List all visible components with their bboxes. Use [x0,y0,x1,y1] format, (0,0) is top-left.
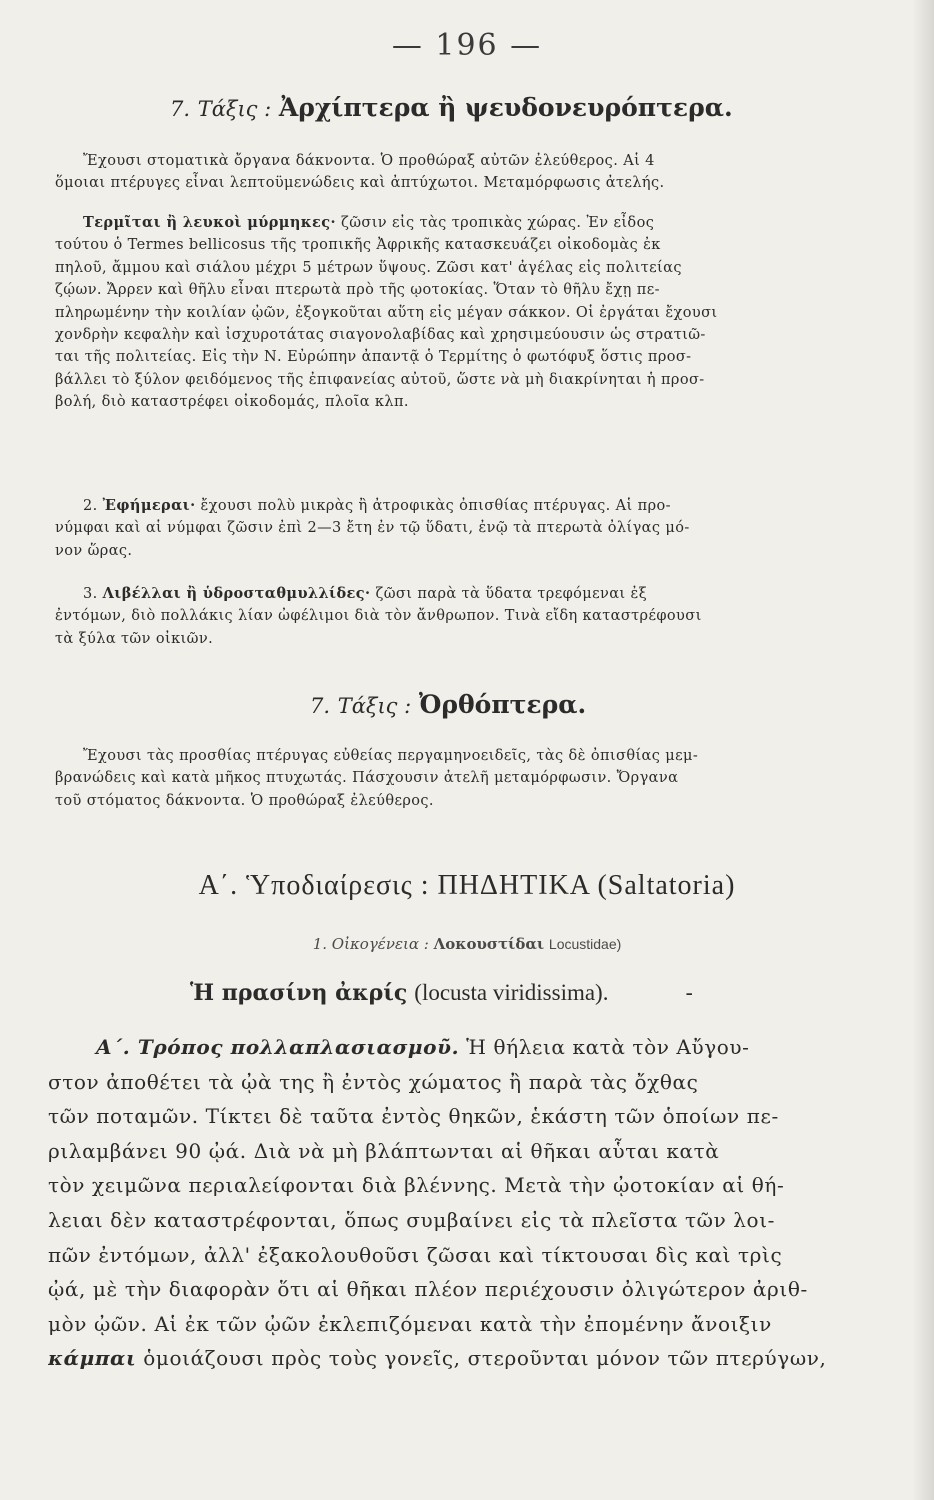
text-line: νον ὥρας. [55,542,133,559]
text-line: πῶν ἐντόμων, ἀλλ' ἐξακολουθοῦσι ζῶσαι καὶ τίκτουσαι δὶς καὶ τρὶς [48,1242,783,1267]
family-heading [0,935,934,953]
margin-mark: - [685,981,693,1006]
paragraph-archiptera-intro [55,150,905,195]
text-line: Ἔχουσι στοματικὰ ὄργανα δάκνοντα. Ὁ προθώραξ αὐτῶν ἐλεύθερος. Αἱ 4 [83,153,655,169]
text-line: βάλλει τὸ ξύλον φειδόμενος τῆς ἐπιφανείας αὐτοῦ, ὥστε νὰ μὴ διακρίνηται ἡ προσ- [55,371,705,388]
text-line: ται τῆς πολιτείας. Εἰς τὴν Ν. Εὐρώπην ἀπαντᾷ ὁ Τερμίτης ὁ φωτόφυξ ὅστις προσ- [55,349,692,366]
text-line: ὅμοιαι πτέρυγες εἶναι λεπτοϋμενώδεις καὶ ἀπτύχωτοι. Μεταμόρφωσις ἀτελής. [55,175,665,192]
text-line: πηλοῦ, ἄμμου καὶ σιάλου μέχρι 5 μέτρων ὕψους. Ζῶσι κατ' ἀγέλας εἰς πολιτείας [55,259,682,276]
text-fragment: ζῶσι παρὰ τὰ ὕδατα τρεφόμεναι ἐξ [370,586,648,602]
text-fragment: ὁμοιάζουσι πρὸς τοὺς γονεῖς, στεροῦνται μόνον τῶν πτερύγων, [136,1346,827,1371]
heading-number: 7. [310,694,331,718]
text-line [55,212,905,234]
text-fragment: Ἡ θήλεια κατὰ τὸν Αὔγου- [459,1035,750,1059]
family-label: 1. Οἰκογένεια : [312,935,429,953]
text-line: τούτου ὁ Termes bellicosus τῆς τροπικῆς Ἀφρικῆς κατασκευάζει οἰκοδομὰς ἐκ [55,237,661,254]
text-line [55,495,905,517]
text-line: βρανώδεις καὶ κατὰ μῆκος πτυχωτάς. Πάσχουσιν ἀτελῆ μεταμόρφωσιν. Ὄργανα [55,770,679,787]
paragraph-libellula [55,583,905,650]
item-number: 2. [83,498,98,514]
page-number: — 196 — [391,28,543,63]
term-termites: Τερμῖται ἢ λευκοὶ μύρμηκες· [83,214,336,231]
heading-order-archiptera [170,93,733,122]
paragraph-termites [55,212,905,414]
text-line: τὰ ξύλα τῶν οἰκιῶν. [55,630,214,647]
text-line: μὸν ᾠῶν. Αἱ ἐκ τῶν ᾠῶν ἐκλεπιζόμεναι κατὰ τὴν ἐπομένην ἄνοιξιν [48,1311,772,1336]
heading-label: Τάξις : [337,694,412,718]
text-line: λειαι δὲν καταστρέφονται, ὅπως συμβαίνει εἰς τὰ πλεῖστα τῶν λοι- [48,1207,776,1232]
heading-label: Τάξις : [197,97,272,121]
family-greek: Λοκουστίδαι [433,935,545,953]
text-line: τῶν ποταμῶν. Τίκτει δὲ ταῦτα ἐντὸς θηκῶν, ἑκάστη τῶν ὁποίων πε- [48,1104,779,1129]
species-heading [190,980,693,1006]
heading-title: Ὀρθόπτερα. [418,690,587,719]
text-line: ζῴων. Ἄρρεν καὶ θῆλυ εἶναι πτερωτὰ πρὸ τῆς ῳοτοκίας. Ὅταν τὸ θῆλυ ἔχῃ πε- [55,282,660,299]
page-edge-shadow [912,0,934,1500]
subdivision-heading: Α΄. Ὑποδιαίρεσις : ΠΗΔΗΤΙΚΑ (Saltatoria) [198,870,736,901]
text-line: ριλαμβάνει 90 ᾠά. Διὰ νὰ μὴ βλάπτωνται αἱ θῆκαι αὗται κατὰ [48,1138,720,1163]
text-fragment-italic: κάμπαι [48,1346,137,1371]
heading-order-orthoptera [310,690,586,719]
text-line [48,1341,908,1376]
term-libellula: Λιβέλλαι ἢ ὑδροσταθμυλλίδες· [102,585,371,602]
text-line: τὸν χειμῶνα περιαλείφονται διὰ βλέννης. Μετὰ τὴν ᾠοτοκίαν αἱ θή- [48,1173,785,1198]
family-latin: Locustidae) [548,936,622,952]
text-line: ἐντόμων, διὸ πολλάκις λίαν ὠφέλιμοι διὰ τὸν ἄνθρωπον. Τινὰ εἴδη καταστρέφουσι [55,608,702,625]
text-line: νύμφαι καὶ αἱ νύμφαι ζῶσιν ἐπὶ 2—3 ἔτη ἐν τῷ ὕδατι, ἐνῷ τὰ πτερωτὰ ὀλίγας μό- [55,520,690,537]
heading-title: Ἀρχίπτερα ἢ ψευδονευρόπτερα. [278,93,733,122]
text-fragment: ἔχουσι πολὺ μικρὰς ἢ ἀτροφικὰς ὀπισθίας πτέρυγας. Αἱ προ- [195,498,671,514]
term-ephemera: Ἐφήμεραι· [102,497,196,514]
species-latin: (locusta viridissima). [414,980,609,1005]
reproduction-head: Α΄. Τρόπος πολλαπλασιασμοῦ. [96,1035,460,1059]
paragraph-ephemera [55,495,905,562]
text-line: στον ἀποθέτει τὰ ᾠὰ της ἢ ἐντὸς χώματος ἢ παρὰ τὰς ὄχθας [48,1069,699,1094]
text-line [55,583,905,605]
text-line [48,1030,908,1065]
species-greek: Ἡ πρασίνη ἀκρίς [190,980,408,1006]
heading-number: 7. [170,97,191,121]
paragraph-reproduction [48,1030,908,1376]
text-line: ᾠά, μὲ τὴν διαφορὰν ὅτι αἱ θῆκαι πλέον περιέχουσιν ὀλιγώτερον ἀριθ- [48,1277,808,1302]
text-line: Ἔχουσι τὰς προσθίας πτέρυγας εὐθείας περγαμηνοειδεῖς, τὰς δὲ ὀπισθίας μεμ- [83,748,699,764]
item-number: 3. [83,586,98,602]
text-line: βολή, διὸ καταστρέφει οἰκοδομάς, πλοῖα κλπ. [55,394,409,411]
text-fragment: ζῶσιν εἰς τὰς τροπικὰς χώρας. Ἐν εἶδος [335,215,655,231]
paragraph-orthoptera-intro [55,745,905,812]
text-line: χονδρὴν κεφαλὴν καὶ ἰσχυροτάτας σιαγονολαβίδας καὶ χρησιμεύουσιν ὡς στρατιῶ- [55,327,706,344]
text-line: πληρωμένην τὴν κοιλίαν ᾠῶν, ἐξογκοῦται αὕτη εἰς μέγαν σάκκον. Οἱ ἐργάται ἔχουσι [55,304,718,321]
text-line: τοῦ στόματος δάκνοντα. Ὁ προθώραξ ἐλεύθερος. [55,792,434,809]
